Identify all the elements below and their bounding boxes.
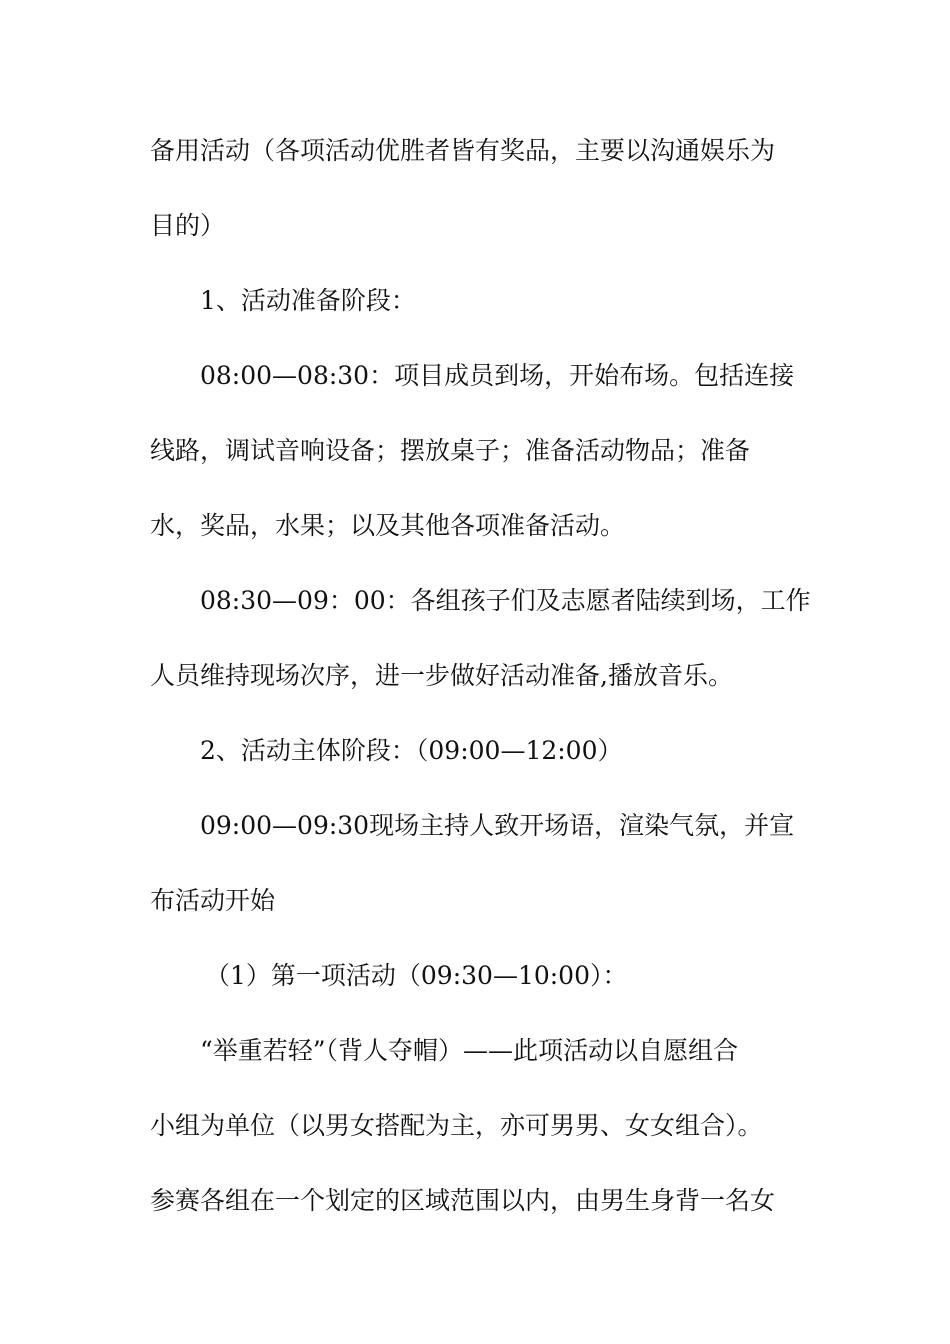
section-heading-preparation: 1、活动准备阶段： [200,286,416,315]
text-line-10: 09:00—09:30现场主持人致开场语，渲染气氛，并宣 [200,811,795,840]
text-line-1: 备用活动（各项活动优胜者皆有奖品，主要以沟通娱乐为 [150,136,776,165]
subsection-heading-activity-1: （1）第一项活动（09:30—10:00）： [205,961,628,990]
text-line-6: 水，奖品，水果；以及其他各项准备活动。 [150,511,626,540]
text-line-11: 布活动开始 [150,886,276,915]
text-line-8: 人员维持现场次序，进一步做好活动准备,播放音乐。 [150,661,733,690]
text-line-7: 08:30—09：00：各组孩子们及志愿者陆续到场，工作 [200,586,811,615]
text-line-13: “举重若轻”（背人夺帽）——此项活动以自愿组合 [200,1036,739,1065]
text-line-4: 08:00—08:30：项目成员到场，开始布场。包括连接 [200,361,795,390]
text-line-14: 小组为单位（以男女搭配为主，亦可男男、女女组合）。 [150,1111,763,1140]
section-heading-main: 2、活动主体阶段：（09:00—12:00） [200,736,623,765]
text-line-2: 目的） [150,211,226,240]
text-line-15: 参赛各组在一个划定的区域范围以内，由男生身背一名女 [150,1186,776,1215]
text-line-5: 线路，调试音响设备；摆放桌子；准备活动物品；准备 [150,436,751,465]
